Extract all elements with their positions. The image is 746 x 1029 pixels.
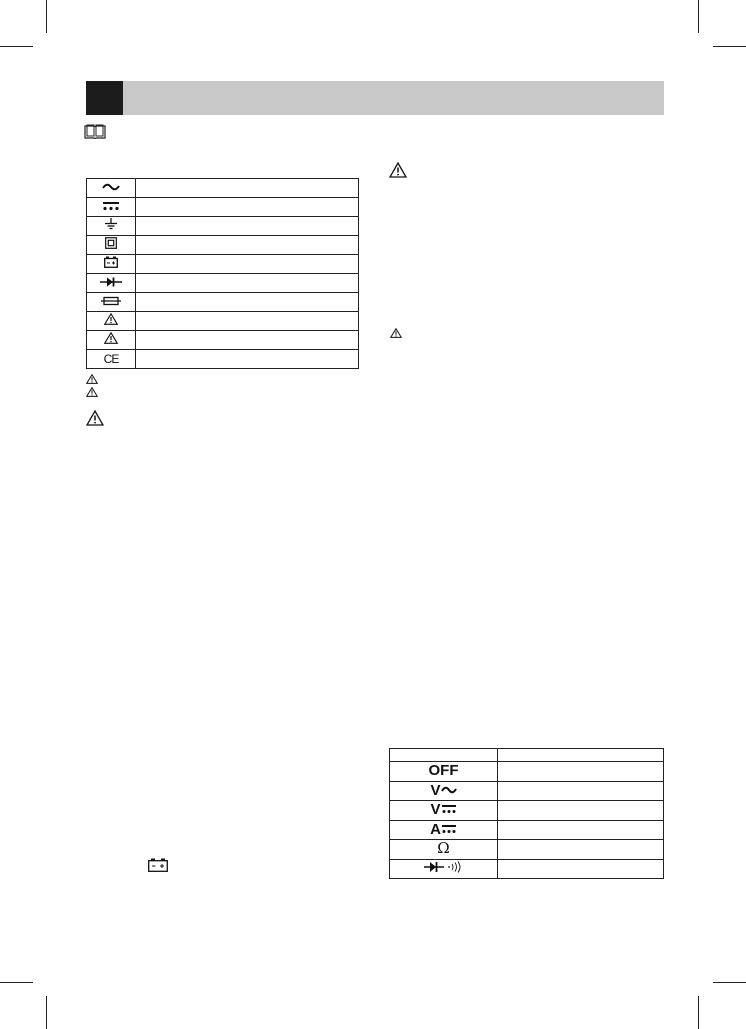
- modes-table-header: [390, 749, 664, 762]
- mode-row: [390, 820, 664, 840]
- mode-description: [498, 801, 664, 821]
- symbol-description: [136, 350, 359, 369]
- warning-triangle-icon: [389, 162, 407, 178]
- mode-row: [390, 762, 664, 782]
- mode-description: [498, 762, 664, 782]
- mode-row: [390, 781, 664, 801]
- dc-symbol-icon: [441, 824, 457, 834]
- symbol-description: [136, 198, 359, 217]
- warning-triangle-icon: [86, 374, 98, 384]
- mode-label: V: [430, 781, 441, 799]
- column-header: [498, 749, 664, 762]
- symbol-row: [87, 179, 359, 198]
- warning-triangle-icon: [86, 410, 104, 426]
- mode-description: [498, 859, 664, 879]
- mode-description: [498, 781, 664, 801]
- mode-description: [498, 840, 664, 860]
- diode-icon: [100, 277, 122, 287]
- section-header-tab: [86, 81, 123, 115]
- mode-row: [390, 859, 664, 879]
- modes-table: [389, 748, 664, 879]
- symbol-description: [136, 331, 359, 350]
- symbol-description: [136, 312, 359, 331]
- ground-icon: [104, 218, 118, 230]
- symbol-row: [87, 274, 359, 293]
- symbol-description: [136, 255, 359, 274]
- crop-mark: [0, 982, 33, 983]
- symbol-row: [87, 331, 359, 350]
- dc-symbol-icon: [102, 201, 120, 211]
- diode-continuity-icon: [424, 861, 464, 873]
- crop-mark: [46, 0, 47, 33]
- column-header: [390, 749, 498, 762]
- symbol-row: [87, 236, 359, 255]
- battery-icon: [104, 256, 118, 268]
- symbol-row: [87, 255, 359, 274]
- mode-description: [498, 820, 664, 840]
- symbol-row: [87, 293, 359, 312]
- mode-label: V: [430, 801, 441, 819]
- mode-label: A: [430, 820, 441, 838]
- mode-row: [390, 840, 664, 860]
- symbol-description: [136, 179, 359, 198]
- symbol-row: [87, 350, 359, 369]
- mode-row: [390, 801, 664, 821]
- crop-mark: [46, 996, 47, 1029]
- ce-mark-icon: CE: [103, 352, 119, 366]
- symbol-row: [87, 217, 359, 236]
- symbol-row: [87, 312, 359, 331]
- battery-icon: [148, 858, 168, 872]
- mode-label: OFF: [428, 762, 459, 780]
- ohm-symbol: Ω: [437, 839, 450, 858]
- warning-triangle-icon: [104, 313, 118, 325]
- ac-wave-icon: [441, 785, 457, 795]
- symbol-description: [136, 293, 359, 312]
- warning-triangle-icon: [86, 387, 98, 397]
- ac-wave-icon: [102, 182, 120, 192]
- manual-book-icon: [84, 124, 106, 140]
- fuse-icon: [101, 296, 121, 306]
- symbol-description: [136, 274, 359, 293]
- warning-triangle-icon: [104, 332, 118, 344]
- crop-mark: [713, 46, 746, 47]
- symbol-description: [136, 217, 359, 236]
- crop-mark: [698, 996, 699, 1029]
- symbol-row: [87, 198, 359, 217]
- crop-mark: [0, 46, 33, 47]
- warning-triangle-icon: [390, 328, 402, 338]
- symbols-table: [86, 178, 359, 369]
- symbol-description: [136, 236, 359, 255]
- crop-mark: [713, 982, 746, 983]
- section-header-band: [86, 81, 664, 115]
- double-insulation-icon: [105, 237, 117, 249]
- crop-mark: [698, 0, 699, 33]
- dc-symbol-icon: [441, 804, 457, 814]
